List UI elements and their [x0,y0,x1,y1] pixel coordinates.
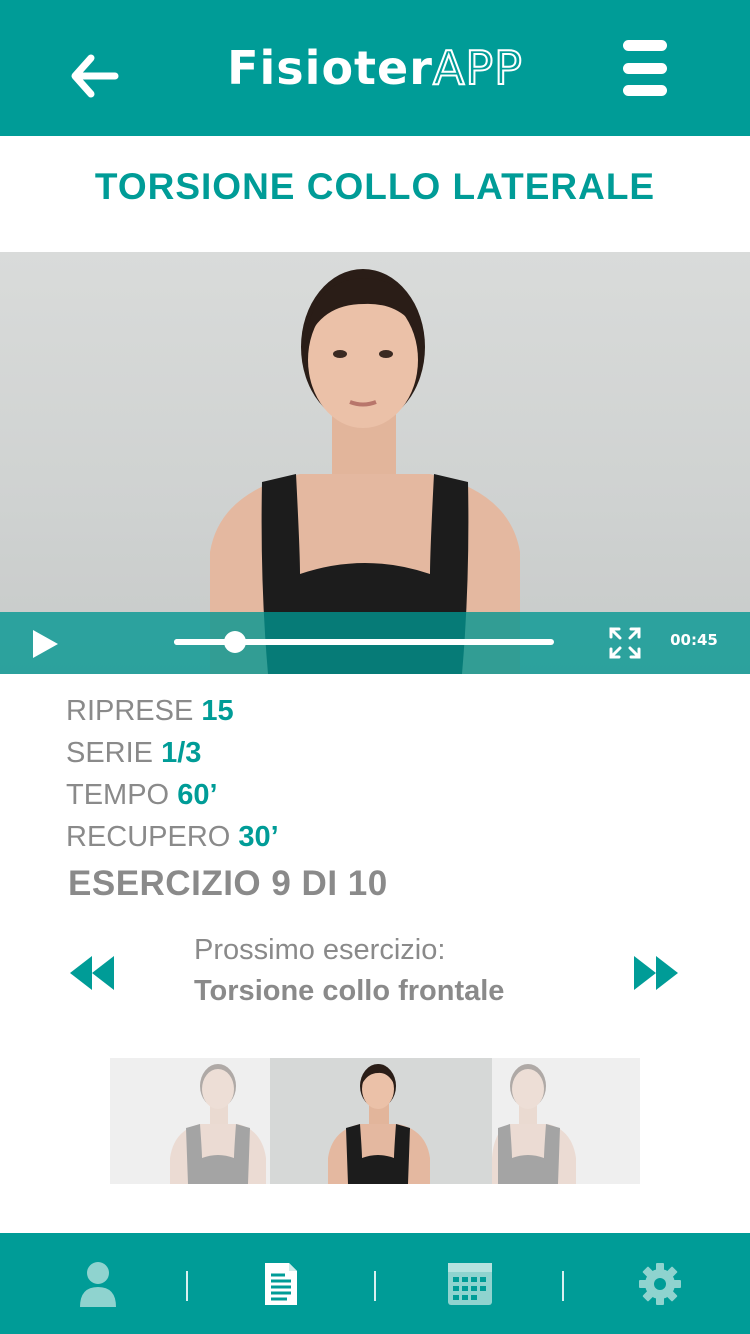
gear-icon [638,1262,682,1306]
next-exercise-name[interactable]: Torsione collo frontale [194,975,505,1007]
app-header [0,0,750,136]
exercise-counter: ESERCIZIO 9 DI 10 [68,864,388,903]
thumbnail-current[interactable] [270,1058,492,1184]
video-timecode: 00:45 [670,631,718,649]
nav-document[interactable] [231,1233,331,1334]
progress-bar[interactable] [174,639,554,645]
next-exercise-label: Prossimo esercizio: [194,934,446,966]
previous-exercise-icon[interactable] [68,954,116,992]
progress-handle[interactable] [224,631,246,653]
nav-separator [186,1271,188,1301]
menu-bar-icon [623,63,667,74]
next-exercise-icon[interactable] [632,954,680,992]
nav-separator [374,1271,376,1301]
app-logo-bold: Fisioter [227,41,433,95]
nav-settings[interactable] [610,1233,710,1334]
bottom-navigation [0,1233,750,1334]
stat-time [66,774,279,816]
stat-reps [66,690,279,732]
thumbnail-next[interactable] [492,1058,640,1184]
stat-time-value: 60’ [177,779,218,811]
video-player[interactable] [0,252,750,674]
stat-reps-label: RIPRESE [66,695,194,727]
thumbnail-previous[interactable] [110,1058,270,1184]
thumbnail-next-image [492,1058,640,1184]
nav-calendar[interactable] [420,1233,520,1334]
profile-icon [78,1261,118,1307]
play-icon[interactable] [30,628,60,660]
stat-reps-value: 15 [201,695,234,727]
video-controls [0,612,750,674]
stat-rest-value: 30’ [238,821,279,853]
menu-bar-icon [623,85,667,96]
app-logo-outline: APP [432,41,523,95]
stat-series-label: SERIE [66,737,154,769]
stat-rest [66,816,279,858]
calendar-icon [447,1262,493,1306]
menu-bar-icon [623,40,667,51]
exercise-title: TORSIONE COLLO LATERALE [94,166,656,207]
stat-series-value: 1/3 [161,737,202,769]
exercise-thumbnails [110,1058,640,1184]
stat-rest-label: RECUPERO [66,821,231,853]
fullscreen-icon[interactable] [608,626,642,660]
stat-time-label: TEMPO [66,779,170,811]
video-frame-woman [0,252,750,674]
menu-button[interactable] [620,38,670,98]
nav-profile[interactable] [48,1233,148,1334]
exercise-stats [66,690,279,858]
nav-separator [562,1271,564,1301]
document-icon [263,1261,299,1307]
thumbnail-previous-image [110,1058,270,1184]
thumbnail-current-image [270,1058,492,1184]
stat-series [66,732,279,774]
